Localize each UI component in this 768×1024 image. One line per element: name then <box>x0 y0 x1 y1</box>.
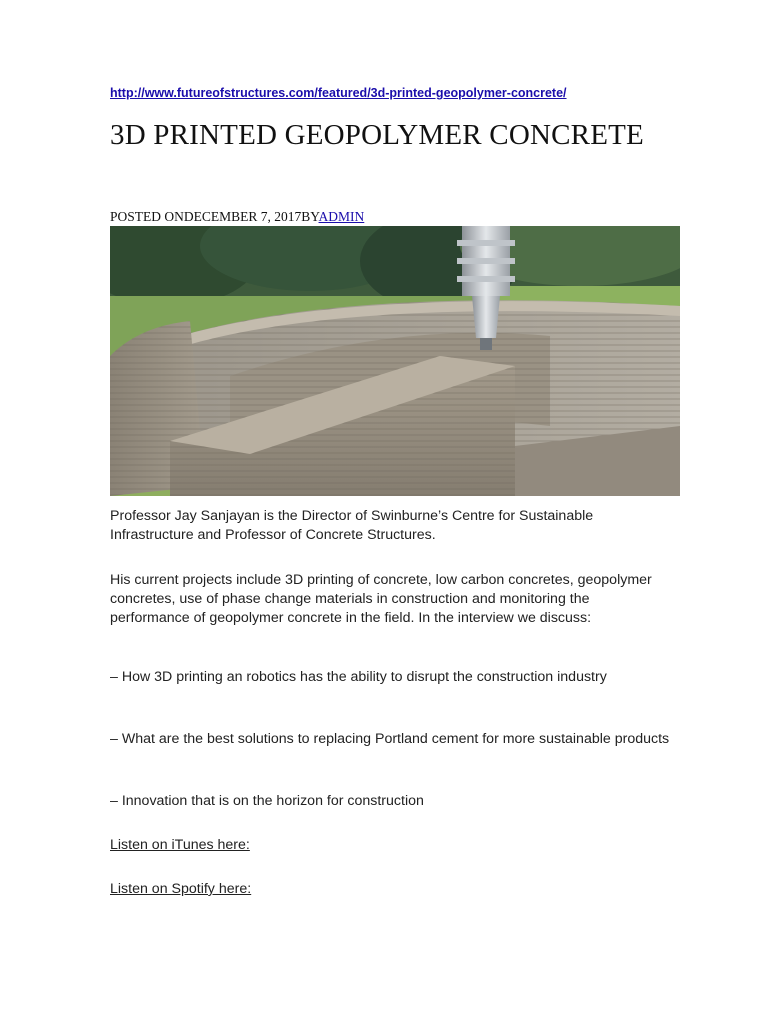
spotify-link[interactable]: Listen on Spotify here: <box>110 881 252 897</box>
paragraph-5: – Innovation that is on the horizon for construction <box>110 793 424 809</box>
article-title: 3D PRINTED GEOPOLYMER CONCRETE <box>110 119 644 151</box>
post-meta <box>110 209 364 225</box>
paragraph-2: His current projects include 3D printing of concrete, low carbon concretes, geopolymer concretes, use of phase change materials in construction and monitoring the performance of geopolymer concrete in the field. In the interview we discuss: <box>110 572 652 626</box>
paragraph-4: – What are the best solutions to replacing Portland cement for more sustainable products <box>110 731 670 747</box>
paragraph-3: – How 3D printing an robotics has the ability to disrupt the construction industry <box>110 669 607 685</box>
source-url-link[interactable]: http://www.futureofstructures.com/featured/3d-printed-geopolymer-concrete/ <box>110 86 567 100</box>
hero-image <box>110 226 680 496</box>
paragraph-1: Professor Jay Sanjayan is the Director of Swinburne’s Centre for Sustainable Infrastructure and Professor of Concrete Structures. <box>110 508 594 543</box>
posted-date: POSTED ONDECEMBER 7, 2017BY <box>110 209 319 224</box>
itunes-link[interactable]: Listen on iTunes here: <box>110 837 250 853</box>
author-link[interactable]: ADMIN <box>318 209 365 224</box>
